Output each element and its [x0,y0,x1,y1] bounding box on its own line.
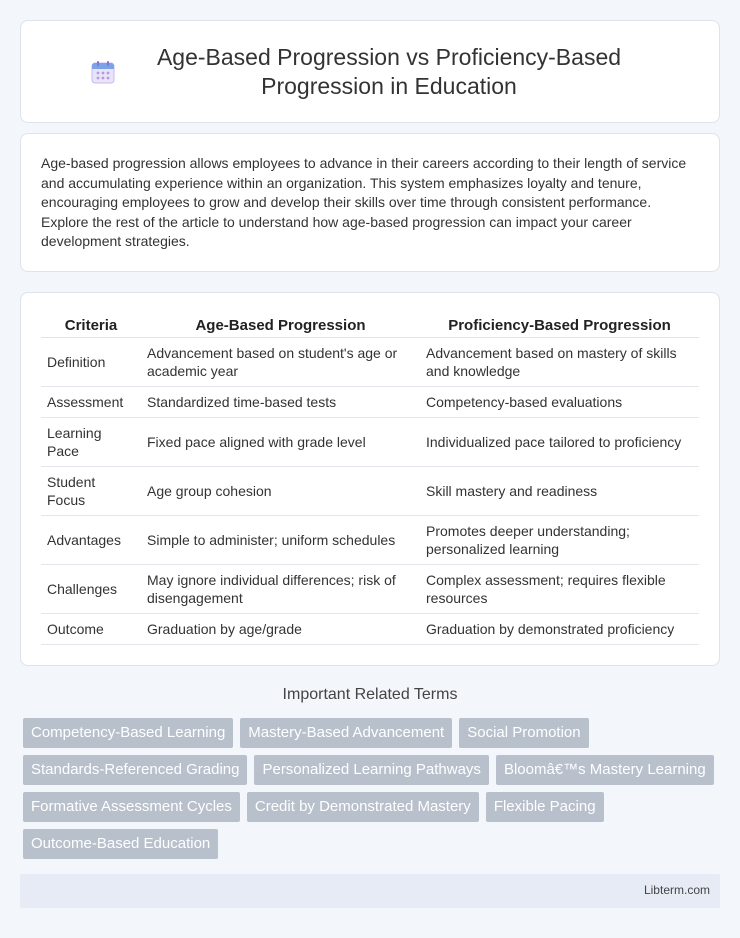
related-term-tag[interactable]: Standards-Referenced Grading [23,755,247,785]
related-term-tag[interactable]: Formative Assessment Cycles [23,792,240,822]
row-proficiency-based: Individualized pace tailored to proficiency [420,418,699,467]
related-terms-title: Important Related Terms [282,686,458,703]
table-row [41,467,699,516]
related-term-tag[interactable]: Credit by Demonstrated Mastery [247,792,479,822]
comparison-card [20,292,720,666]
header-criteria: Criteria [41,313,141,338]
related-term-tag[interactable]: Social Promotion [459,718,588,748]
table-row [41,565,699,614]
table-header-row [41,313,699,338]
row-criteria: Assessment [41,387,141,418]
row-criteria: Student Focus [41,467,141,516]
row-age-based: Graduation by age/grade [141,614,420,645]
row-age-based: May ignore individual differences; risk of disengagement [141,565,420,614]
table-row [41,614,699,645]
row-criteria: Challenges [41,565,141,614]
row-proficiency-based: Complex assessment; requires flexible resources [420,565,699,614]
table-row [41,418,699,467]
row-proficiency-based: Competency-based evaluations [420,387,699,418]
row-age-based: Simple to administer; uniform schedules [141,516,420,565]
table-row [41,387,699,418]
comparison-table [41,313,699,645]
header-age-based: Age-Based Progression [141,313,420,338]
footer-site-link[interactable]: Libterm.com [643,883,710,897]
row-proficiency-based: Skill mastery and readiness [420,467,699,516]
row-proficiency-based: Graduation by demonstrated proficiency [420,614,699,645]
row-criteria: Learning Pace [41,418,141,467]
intro-paragraph: Age-based progression allows employees to advance in their careers according to their length of service and accumulating experience within an organization. This system emphasizes loyalty and tenure, encouraging employees to grow and develop their skills over time through consistent performance. Explore the rest of the article to understand how age-based progression can impact your career development strategies. [41,155,687,249]
row-proficiency-based: Advancement based on mastery of skills and knowledge [420,338,699,387]
row-age-based: Age group cohesion [141,467,420,516]
title-card [20,20,720,123]
row-age-based: Standardized time-based tests [141,387,420,418]
row-criteria: Definition [41,338,141,387]
row-criteria: Advantages [41,516,141,565]
row-age-based: Fixed pace aligned with grade level [141,418,420,467]
page-title: Age-Based Progression vs Proficiency-Based Progression in Education [156,43,622,99]
table-row [41,516,699,565]
row-age-based: Advancement based on student's age or academic year [141,338,420,387]
related-term-tag[interactable]: Flexible Pacing [486,792,604,822]
row-proficiency-based: Promotes deeper understanding; personalized learning [420,516,699,565]
intro-card [20,133,720,272]
related-terms-list [23,718,723,859]
related-term-tag[interactable]: Bloomâ€™s Mastery Learning [496,755,714,785]
related-term-tag[interactable]: Mastery-Based Advancement [240,718,452,748]
header-proficiency-based: Proficiency-Based Progression [420,313,699,338]
row-criteria: Outcome [41,614,141,645]
calendar-icon [91,60,115,84]
table-row [41,338,699,387]
related-term-tag[interactable]: Personalized Learning Pathways [254,755,488,785]
related-term-tag[interactable]: Competency-Based Learning [23,718,233,748]
footer [20,874,720,908]
related-term-tag[interactable]: Outcome-Based Education [23,829,218,859]
